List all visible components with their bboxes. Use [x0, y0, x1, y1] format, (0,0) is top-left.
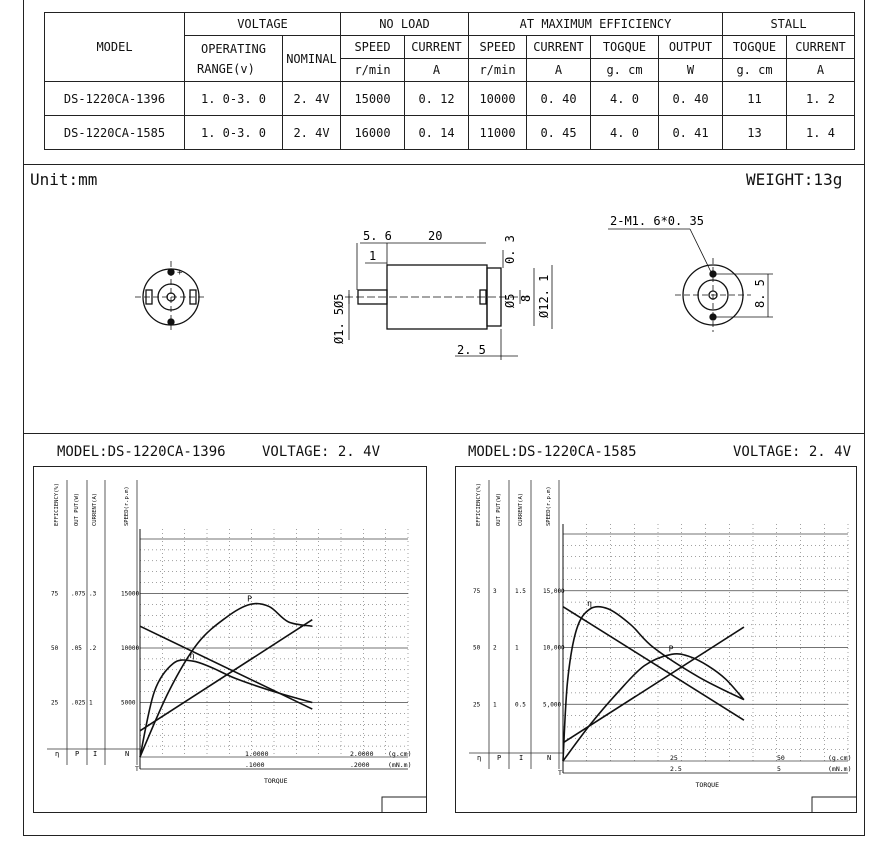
y-tick-label: 5,000: [543, 701, 562, 709]
axis-symbol-label: N: [125, 750, 130, 758]
chart-left: [33, 466, 427, 813]
unit-cell: g. cm: [723, 59, 787, 82]
nl-speed-cell: 15000: [341, 82, 405, 116]
divider: [23, 433, 865, 434]
x-unit-label: (mN.m): [388, 761, 412, 769]
series-line-η: [563, 607, 744, 761]
front-view: [135, 261, 207, 333]
x-axis-title: TORQUE: [264, 777, 288, 785]
unit-cell: r/min: [341, 59, 405, 82]
range-cell: 1. 0-3. 0: [185, 82, 283, 116]
y-tick-label: .025: [71, 699, 86, 707]
axis-header-label: EFFICIENCY(%): [54, 482, 60, 526]
y-tick-label: 75: [473, 587, 481, 595]
x-tick-label: .2000: [350, 761, 370, 769]
me-output-header: OUTPUT: [659, 36, 723, 59]
y-tick-label: .05: [71, 645, 82, 652]
series-line-P: [563, 654, 744, 761]
chart-right-model: MODEL:DS-1220CA-1585: [468, 444, 637, 460]
dim-label: Ø5: [503, 293, 517, 308]
me-current-cell: 0. 45: [527, 116, 591, 150]
title-block: [382, 797, 427, 813]
me-speed-cell: 10000: [469, 82, 527, 116]
x-unit-label: (mN.m): [828, 765, 852, 773]
operating-range-header: OPERATING RANGE(v): [185, 36, 283, 82]
chart-right: [455, 466, 857, 813]
x-unit-label: (g.cm): [828, 754, 852, 762]
nl-current-cell: 0. 12: [405, 82, 469, 116]
me-torque-header: TOGQUE: [591, 36, 659, 59]
axis-symbol-label: η: [55, 750, 60, 758]
x-tick-label: 2.5: [670, 765, 682, 773]
dim-label: 8. 5: [753, 279, 767, 308]
chart-right-voltage: VOLTAGE: 2. 4V: [733, 444, 852, 460]
stall-header: STALL: [723, 13, 855, 36]
series-line-η: [140, 660, 312, 757]
y-tick-label: 1: [89, 699, 93, 707]
x-tick-label: 25: [670, 754, 678, 762]
unit-label: Unit:mm: [30, 170, 98, 189]
st-current-cell: 1. 4: [787, 116, 855, 150]
axis-header-label: SPEED(r.p.m): [124, 486, 130, 526]
weight-label: WEIGHT:13g: [746, 170, 843, 189]
chart-left-model: MODEL:DS-1220CA-1396: [57, 444, 226, 460]
model-cell: DS-1220CA-1585: [45, 116, 185, 150]
series-label: η: [587, 598, 592, 608]
axis-header-label: OUT PUT(W): [74, 492, 80, 526]
series-line-P: [140, 604, 312, 757]
y-tick-label: 2: [493, 644, 497, 652]
dim-label: Ø5: [332, 293, 346, 308]
y-tick-label: 1: [515, 644, 519, 652]
axis-symbol-label: P: [497, 754, 502, 762]
y-tick-label: 50: [473, 644, 481, 652]
y-tick-label: .2: [89, 645, 97, 652]
st-current-cell: 1. 2: [787, 82, 855, 116]
dim-label: 8: [519, 294, 533, 302]
unit-cell: r/min: [469, 59, 527, 82]
axis-symbol-label: I: [93, 750, 98, 758]
axis-header-label: CURRENT(A): [92, 492, 98, 526]
nl-current-header: CURRENT: [405, 36, 469, 59]
axis-symbol-label: I: [519, 754, 524, 762]
y-tick-label: 25: [473, 701, 481, 709]
st-torque-cell: 11: [723, 82, 787, 116]
dim-label: 0. 3: [503, 235, 517, 264]
y-tick-label: 50: [51, 645, 59, 652]
origin-label: T: [135, 765, 139, 773]
no-load-header: NO LOAD: [341, 13, 469, 36]
x-tick-label: 1.0000: [245, 750, 269, 758]
x-unit-label: (g.cm): [388, 750, 412, 758]
axis-header-label: CURRENT(A): [518, 492, 524, 526]
y-tick-label: 0.5: [515, 701, 526, 709]
voltage-header: VOLTAGE: [185, 13, 341, 36]
me-current-header: CURRENT: [527, 36, 591, 59]
x-tick-label: 2.0000: [350, 750, 374, 758]
st-torque-cell: 13: [723, 116, 787, 150]
st-torque-header: TOGQUE: [723, 36, 787, 59]
rear-view: [608, 229, 773, 332]
unit-cell: W: [659, 59, 723, 82]
y-tick-label: 1.5: [515, 587, 526, 595]
max-eff-header: AT MAXIMUM EFFICIENCY: [469, 13, 723, 36]
dim-label: Ø1. 5: [332, 307, 346, 344]
nl-speed-header: SPEED: [341, 36, 405, 59]
y-tick-label: .075: [71, 590, 86, 598]
me-speed-header: SPEED: [469, 36, 527, 59]
y-tick-label: 3: [493, 587, 497, 595]
axis-symbol-label: η: [477, 754, 482, 762]
axis-header-label: EFFICIENCY(%): [476, 482, 482, 526]
y-tick-label: 5000: [121, 699, 136, 707]
unit-cell: A: [405, 59, 469, 82]
y-tick-label: 10,000: [543, 644, 565, 652]
nominal-cell: 2. 4V: [283, 116, 341, 150]
series-label: P: [247, 594, 252, 604]
range-cell: 1. 0-3. 0: [185, 116, 283, 150]
dim-label: Ø12. 1: [537, 274, 551, 318]
model-header: MODEL: [45, 13, 185, 82]
y-tick-label: .3: [89, 590, 97, 598]
svg-text:+: +: [177, 268, 183, 278]
dim-label: 1: [369, 249, 377, 263]
series-label: P: [668, 644, 674, 654]
x-tick-label: 5: [777, 765, 781, 773]
me-torque-cell: 4. 0: [591, 116, 659, 150]
unit-cell: g. cm: [591, 59, 659, 82]
axis-symbol-label: P: [75, 750, 80, 758]
me-output-cell: 0. 41: [659, 116, 723, 150]
y-tick-label: 75: [51, 590, 59, 598]
y-tick-label: 25: [51, 699, 59, 707]
y-tick-label: 15000: [121, 590, 140, 598]
dim-label: 5. 6: [363, 229, 392, 243]
axis-symbol-label: N: [547, 754, 552, 762]
me-output-cell: 0. 40: [659, 82, 723, 116]
nl-speed-cell: 16000: [341, 116, 405, 150]
me-current-cell: 0. 40: [527, 82, 591, 116]
series-label: η: [189, 651, 195, 661]
x-tick-label: 50: [777, 754, 785, 762]
axis-header-label: OUT PUT(W): [496, 492, 502, 526]
dim-label: 2. 5: [457, 343, 486, 357]
axis-header-label: SPEED(r.p.m): [546, 486, 552, 526]
title-block: [812, 797, 857, 813]
model-cell: DS-1220CA-1396: [45, 82, 185, 116]
chart-left-voltage: VOLTAGE: 2. 4V: [262, 444, 381, 460]
y-tick-label: 10000: [121, 645, 140, 652]
unit-cell: A: [787, 59, 855, 82]
me-torque-cell: 4. 0: [591, 82, 659, 116]
nl-current-cell: 0. 14: [405, 116, 469, 150]
me-speed-cell: 11000: [469, 116, 527, 150]
series-line-N: [563, 607, 744, 721]
st-current-header: CURRENT: [787, 36, 855, 59]
y-tick-label: 15,000: [543, 587, 565, 595]
origin-label: T: [558, 769, 562, 777]
nominal-header: NOMINAL: [283, 36, 341, 82]
nominal-cell: 2. 4V: [283, 82, 341, 116]
unit-cell: A: [527, 59, 591, 82]
y-tick-label: 1: [493, 701, 497, 709]
x-axis-title: TORQUE: [695, 781, 719, 789]
dim-label: 20: [428, 229, 443, 243]
dim-label: 2-M1. 6*0. 35: [610, 214, 704, 228]
x-tick-label: .1000: [245, 761, 265, 769]
